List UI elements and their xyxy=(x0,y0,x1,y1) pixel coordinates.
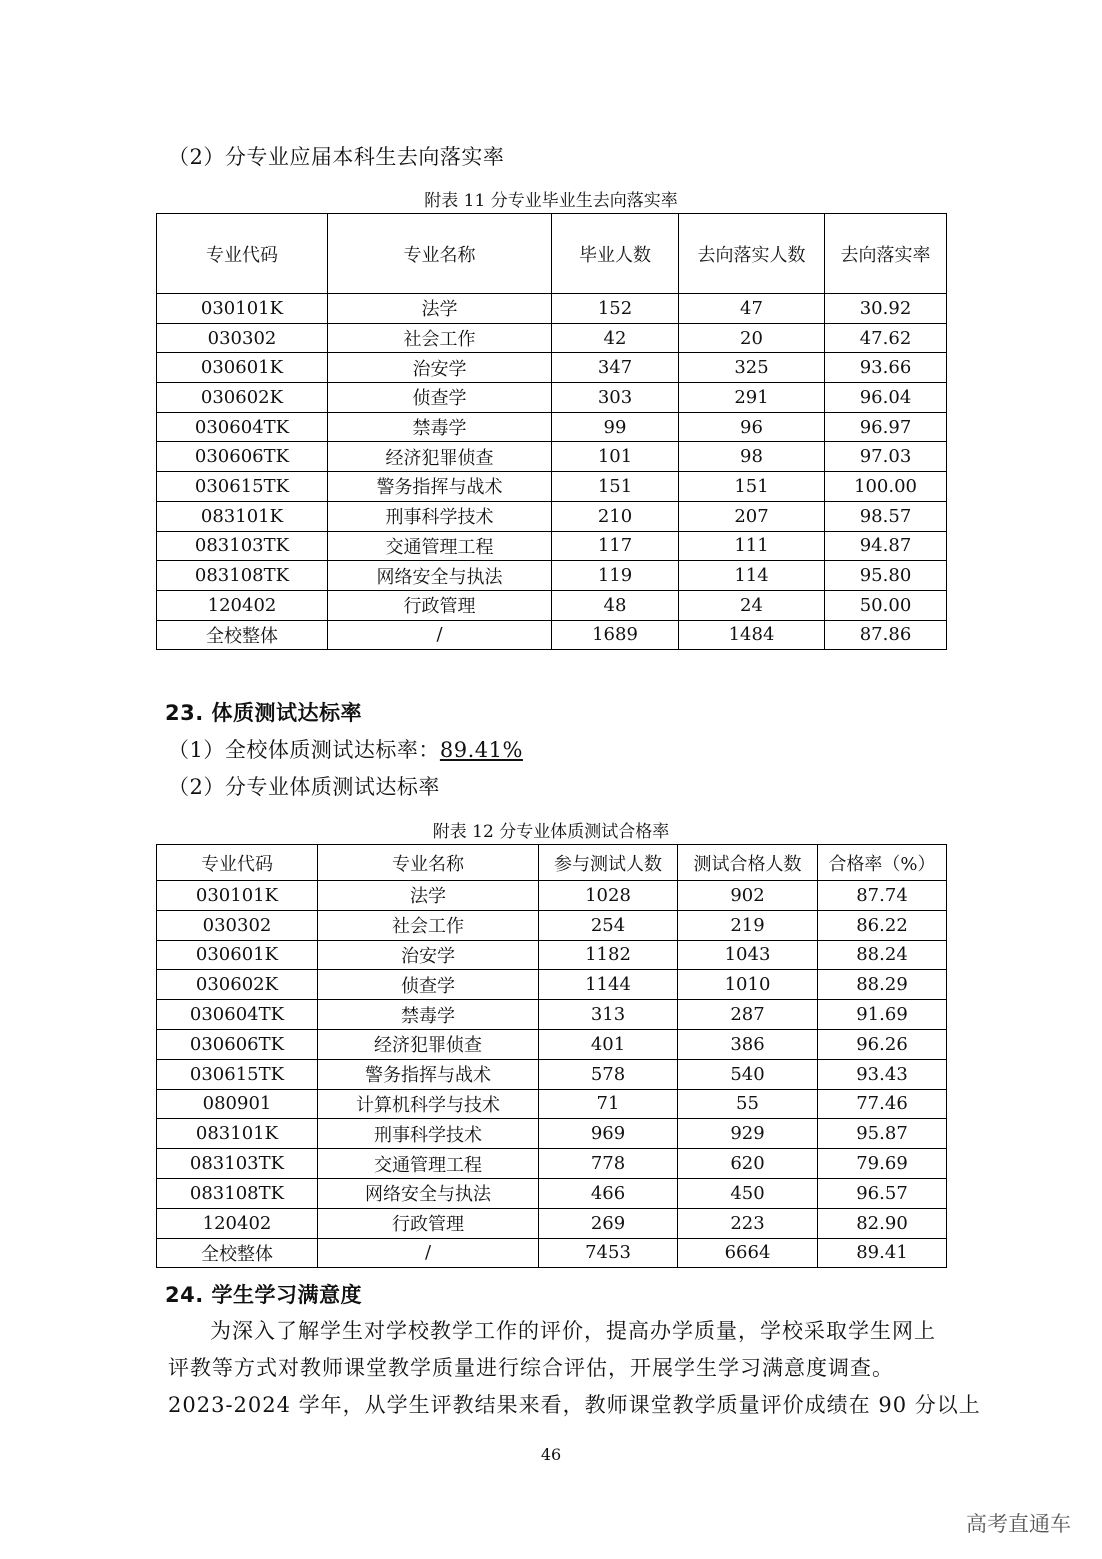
table-row xyxy=(157,620,947,650)
table-cell: 99 xyxy=(552,412,679,442)
table-cell: 152 xyxy=(552,294,679,324)
table-cell: 社会工作 xyxy=(318,910,539,940)
table-cell: 120402 xyxy=(157,1208,318,1238)
table11 xyxy=(156,213,947,650)
table-cell: 1484 xyxy=(679,620,825,650)
table-cell: 386 xyxy=(678,1029,818,1059)
table-cell: 79.69 xyxy=(818,1149,947,1179)
table-cell: 93.66 xyxy=(825,353,947,383)
table-cell: 030602K xyxy=(157,970,318,1000)
table-cell: 100.00 xyxy=(825,472,947,502)
table-cell: 578 xyxy=(539,1059,678,1089)
table-row xyxy=(157,1089,947,1119)
table-cell: 禁毒学 xyxy=(318,1000,539,1030)
table-cell: 71 xyxy=(539,1089,678,1119)
table12-header-cell: 测试合格人数 xyxy=(678,845,818,881)
table-row xyxy=(157,442,947,472)
table-row xyxy=(157,910,947,940)
table-row xyxy=(157,412,947,442)
table-cell: 030302 xyxy=(157,910,318,940)
table-cell: 083101K xyxy=(157,501,328,531)
table-row xyxy=(157,353,947,383)
table-cell: 42 xyxy=(552,323,679,353)
table-cell: 刑事科学技术 xyxy=(328,501,552,531)
table-cell: 95.87 xyxy=(818,1119,947,1149)
table-row xyxy=(157,970,947,1000)
table-cell: 82.90 xyxy=(818,1208,947,1238)
table11-header-cell: 专业代码 xyxy=(157,214,328,294)
table-cell: 1010 xyxy=(678,970,818,1000)
table-cell: 96.04 xyxy=(825,383,947,413)
table-cell: 治安学 xyxy=(318,940,539,970)
table-cell: / xyxy=(328,620,552,650)
table-cell: 社会工作 xyxy=(328,323,552,353)
table-cell: 030101K xyxy=(157,881,318,911)
table-cell: 87.86 xyxy=(825,620,947,650)
table-cell: 219 xyxy=(678,910,818,940)
table-cell: 030601K xyxy=(157,940,318,970)
table-cell: 47.62 xyxy=(825,323,947,353)
table-cell: 网络安全与执法 xyxy=(318,1178,539,1208)
section-heading-23: 23. 体质测试达标率 xyxy=(165,701,363,725)
table-cell: 902 xyxy=(678,881,818,911)
table-cell: 1144 xyxy=(539,970,678,1000)
table-cell: / xyxy=(318,1238,539,1268)
table12-header-cell: 专业代码 xyxy=(157,845,318,881)
table-row xyxy=(157,881,947,911)
table-cell: 030615TK xyxy=(157,1059,318,1089)
watermark: 高考直通车 xyxy=(966,1512,1071,1536)
table11-header-cell: 毕业人数 xyxy=(552,214,679,294)
table-cell: 030606TK xyxy=(157,1029,318,1059)
table-cell: 080901 xyxy=(157,1089,318,1119)
table-cell: 117 xyxy=(552,531,679,561)
table-cell: 347 xyxy=(552,353,679,383)
fitness-overall-line xyxy=(168,734,523,764)
table-row xyxy=(157,323,947,353)
table-cell: 30.92 xyxy=(825,294,947,324)
table12-header-row xyxy=(157,845,947,881)
table-cell: 303 xyxy=(552,383,679,413)
table-cell: 083108TK xyxy=(157,561,328,591)
table-cell: 96.97 xyxy=(825,412,947,442)
table-cell: 969 xyxy=(539,1119,678,1149)
table11-caption: 附表 11 分专业毕业生去向落实率 xyxy=(424,191,678,211)
table-row xyxy=(157,1059,947,1089)
table-row xyxy=(157,1149,947,1179)
table-row xyxy=(157,501,947,531)
table-cell: 刑事科学技术 xyxy=(318,1119,539,1149)
table-cell: 95.80 xyxy=(825,561,947,591)
satisfaction-paragraph xyxy=(168,1313,981,1424)
table-row xyxy=(157,383,947,413)
table-cell: 210 xyxy=(552,501,679,531)
table-cell: 291 xyxy=(679,383,825,413)
fitness-by-major-subheading: （2）分专业体质测试达标率 xyxy=(168,775,440,799)
table-cell: 97.03 xyxy=(825,442,947,472)
table-cell: 侦查学 xyxy=(328,383,552,413)
table11-header-cell: 去向落实人数 xyxy=(679,214,825,294)
table-cell: 网络安全与执法 xyxy=(328,561,552,591)
table-cell: 侦查学 xyxy=(318,970,539,1000)
table-cell: 030601K xyxy=(157,353,328,383)
table-cell: 207 xyxy=(679,501,825,531)
table-cell: 88.29 xyxy=(818,970,947,1000)
page-number: 46 xyxy=(540,1445,562,1464)
table-cell: 94.87 xyxy=(825,531,947,561)
table-cell: 030615TK xyxy=(157,472,328,502)
table-cell: 经济犯罪侦查 xyxy=(328,442,552,472)
table-cell: 120402 xyxy=(157,590,328,620)
table-cell: 50.00 xyxy=(825,590,947,620)
table-cell: 466 xyxy=(539,1178,678,1208)
table-row xyxy=(157,1208,947,1238)
table-cell: 禁毒学 xyxy=(328,412,552,442)
table-cell: 47 xyxy=(679,294,825,324)
table-cell: 1182 xyxy=(539,940,678,970)
table-row xyxy=(157,1029,947,1059)
table-cell: 030101K xyxy=(157,294,328,324)
table-cell: 254 xyxy=(539,910,678,940)
table-cell: 96 xyxy=(679,412,825,442)
table12-header-cell: 专业名称 xyxy=(318,845,539,881)
fitness-overall-label: （1）全校体质测试达标率： xyxy=(168,738,440,762)
table-row xyxy=(157,531,947,561)
table11-header-cell: 去向落实率 xyxy=(825,214,947,294)
table-cell: 98.57 xyxy=(825,501,947,531)
table-cell: 7453 xyxy=(539,1238,678,1268)
paragraph-line: 评教等方式对教师课堂教学质量进行综合评估，开展学生学习满意度调查。 xyxy=(168,1356,894,1380)
table-cell: 151 xyxy=(552,472,679,502)
paragraph-line: 为深入了解学生对学校教学工作的评价，提高办学质量，学校采取学生网上 xyxy=(210,1319,936,1343)
table-cell: 98 xyxy=(679,442,825,472)
table-cell: 计算机科学与技术 xyxy=(318,1089,539,1119)
table-cell: 全校整体 xyxy=(157,1238,318,1268)
table-cell: 警务指挥与战术 xyxy=(328,472,552,502)
table-cell: 6664 xyxy=(678,1238,818,1268)
table-cell: 778 xyxy=(539,1149,678,1179)
table-row xyxy=(157,1178,947,1208)
table-cell: 114 xyxy=(679,561,825,591)
table-cell: 223 xyxy=(678,1208,818,1238)
table-cell: 083101K xyxy=(157,1119,318,1149)
table-cell: 083103TK xyxy=(157,531,328,561)
table-cell: 030302 xyxy=(157,323,328,353)
table-cell: 行政管理 xyxy=(318,1208,539,1238)
table-cell: 1043 xyxy=(678,940,818,970)
table-cell: 96.26 xyxy=(818,1029,947,1059)
table-row xyxy=(157,1000,947,1030)
table-cell: 151 xyxy=(679,472,825,502)
table-cell: 86.22 xyxy=(818,910,947,940)
table-cell: 030606TK xyxy=(157,442,328,472)
table-row xyxy=(157,1119,947,1149)
table-cell: 083103TK xyxy=(157,1149,318,1179)
table-cell: 325 xyxy=(679,353,825,383)
table-cell: 经济犯罪侦查 xyxy=(318,1029,539,1059)
table-cell: 030604TK xyxy=(157,1000,318,1030)
table-cell: 083108TK xyxy=(157,1178,318,1208)
table-cell: 法学 xyxy=(318,881,539,911)
table11-header-row xyxy=(157,214,947,294)
table-cell: 全校整体 xyxy=(157,620,328,650)
table-cell: 96.57 xyxy=(818,1178,947,1208)
table-cell: 87.74 xyxy=(818,881,947,911)
table-cell: 101 xyxy=(552,442,679,472)
fitness-overall-value: 89.41% xyxy=(439,738,523,762)
table12-header-cell: 合格率（%） xyxy=(818,845,947,881)
table-row xyxy=(157,472,947,502)
section-heading-24: 24. 学生学习满意度 xyxy=(165,1283,363,1307)
table-cell: 119 xyxy=(552,561,679,591)
table-row xyxy=(157,590,947,620)
table-cell: 540 xyxy=(678,1059,818,1089)
table-row xyxy=(157,294,947,324)
table-row xyxy=(157,561,947,591)
table-cell: 交通管理工程 xyxy=(318,1149,539,1179)
paragraph-line: 2023-2024 学年，从学生评教结果来看，教师课堂教学质量评价成绩在 90 分以上 xyxy=(168,1393,981,1417)
table-cell: 治安学 xyxy=(328,353,552,383)
table-cell: 111 xyxy=(679,531,825,561)
table-cell: 48 xyxy=(552,590,679,620)
table-cell: 313 xyxy=(539,1000,678,1030)
table-cell: 77.46 xyxy=(818,1089,947,1119)
table-cell: 55 xyxy=(678,1089,818,1119)
table-cell: 24 xyxy=(679,590,825,620)
table-cell: 行政管理 xyxy=(328,590,552,620)
table-cell: 1028 xyxy=(539,881,678,911)
table-cell: 20 xyxy=(679,323,825,353)
table-cell: 030604TK xyxy=(157,412,328,442)
table-cell: 030602K xyxy=(157,383,328,413)
table-cell: 287 xyxy=(678,1000,818,1030)
table-cell: 88.24 xyxy=(818,940,947,970)
table12-header-cell: 参与测试人数 xyxy=(539,845,678,881)
table-cell: 91.69 xyxy=(818,1000,947,1030)
table-cell: 警务指挥与战术 xyxy=(318,1059,539,1089)
table-cell: 401 xyxy=(539,1029,678,1059)
table-cell: 1689 xyxy=(552,620,679,650)
table-cell: 929 xyxy=(678,1119,818,1149)
table-cell: 620 xyxy=(678,1149,818,1179)
table12-caption: 附表 12 分专业体质测试合格率 xyxy=(432,822,670,842)
section-subheading: （2）分专业应届本科生去向落实率 xyxy=(168,145,505,169)
table-row xyxy=(157,1238,947,1268)
table11-header-cell: 专业名称 xyxy=(328,214,552,294)
table-cell: 交通管理工程 xyxy=(328,531,552,561)
table-cell: 450 xyxy=(678,1178,818,1208)
table-cell: 269 xyxy=(539,1208,678,1238)
table-cell: 89.41 xyxy=(818,1238,947,1268)
table12 xyxy=(156,844,947,1268)
table-cell: 法学 xyxy=(328,294,552,324)
table-row xyxy=(157,940,947,970)
table-cell: 93.43 xyxy=(818,1059,947,1089)
